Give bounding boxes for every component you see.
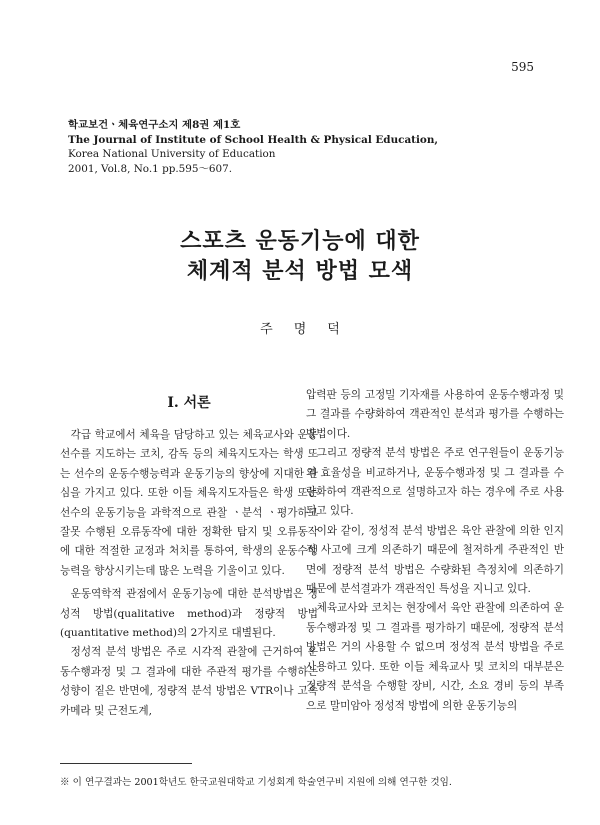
paper-title-line-2: 체계적 분석 방법 모색	[186, 258, 414, 284]
footnote: ※ 이 연구결과는 2001학년도 한국교원대학교 기성회계 학술연구비 지원에 의해 연구한 것임.	[60, 777, 452, 788]
left-column	[60, 426, 318, 721]
journal-header	[68, 118, 548, 176]
paragraph: 정성적 분석 방법은 주로 시각적 관찰에 근거하여 운동수행과정 및 그 결과에 대한 주관적 평가를 수행하는 성향이 짙은 반면에, 정량적 분석 방법은 VTR이나 고속 카메라 및 근전도계,	[60, 646, 318, 717]
footnote-divider	[60, 763, 192, 764]
journal-english-title: The Journal of Institute of School Health & Physical Education,	[68, 133, 439, 146]
paragraph: 각급 학교에서 체육을 담당하고 있는 체육교사와 운동선수를 지도하는 코치, 감독 등의 체육지도자는 학생 또는 선수의 운동수행능력과 운동기능의 향상에 지대한 관심을 가지고 있다. 또한 이들 체육지도자들은 학생 또는 선수의 운동기능을 과학적으로 관찰 ㆍ분석 ㆍ평가하고 잘못 수행된 오류동작에 대한 정확한 탐지 및 오류동작에 대한 적절한 교정과 처치를 통하여, 학생의 운동수행능력을 향상시키는데 많은 노력을 기울이고 있다.	[60, 429, 318, 577]
right-column	[306, 386, 564, 716]
section-heading: Ⅰ. 서론	[167, 395, 211, 411]
paragraph: 체육교사와 코치는 현장에서 육안 관찰에 의존하여 운동수행과정 및 그 결과를 평가하기 때문에, 정량적 분석 방법은 거의 사용할 수 없으며 정성적 분석 방법을 주로 사용하고 있다. 또한 이들 체육교사 및 코치의 대부분은 정량적 분석을 수행할 장비, 시간, 소요 경비 등의 부족으로 말미암아 정성적 방법에 의한 운동기능의	[306, 602, 564, 712]
paragraph: 운동역학적 관점에서 운동기능에 대한 분석방법은 정성적 방법(qualitative method)과 정량적 방법(quantitative method)의 2가지로 대별된다.	[60, 588, 318, 640]
author-name: 주명덕	[260, 322, 361, 337]
page-number: 595	[511, 60, 534, 74]
paragraph: 그리고 정량적 분석 방법은 주로 연구원들이 운동기능의 효율성을 비교하거나, 운동수행과정 및 그 결과를 수량화하여 객관적으로 설명하고자 하는 경우에 주로 사용되고 있다.	[306, 447, 564, 518]
journal-korean-title: 학교보건ㆍ체육연구소지 제8권 제1호	[68, 119, 241, 131]
paragraph: 이와 같이, 정성적 분석 방법은 육안 관찰에 의한 인지적 사고에 크게 의존하기 때문에 철저하게 주관적인 반면에 정량적 분석 방법은 수량화된 측정치에 의존하기 때문에 분석결과가 객관적인 특성을 지니고 있다.	[306, 524, 564, 596]
paragraph: 압력판 등의 고정밀 기자재를 사용하여 운동수행과정 및 그 결과를 수량화하여 객관적인 분석과 평가를 수행하는 방법이다.	[306, 389, 564, 440]
journal-university: Korea National University of Education	[68, 148, 276, 161]
paper-title-line-1: 스포츠 운동기능에 대한	[180, 228, 420, 254]
journal-citation: 2001, Vol.8, No.1 pp.595～607.	[68, 162, 233, 175]
